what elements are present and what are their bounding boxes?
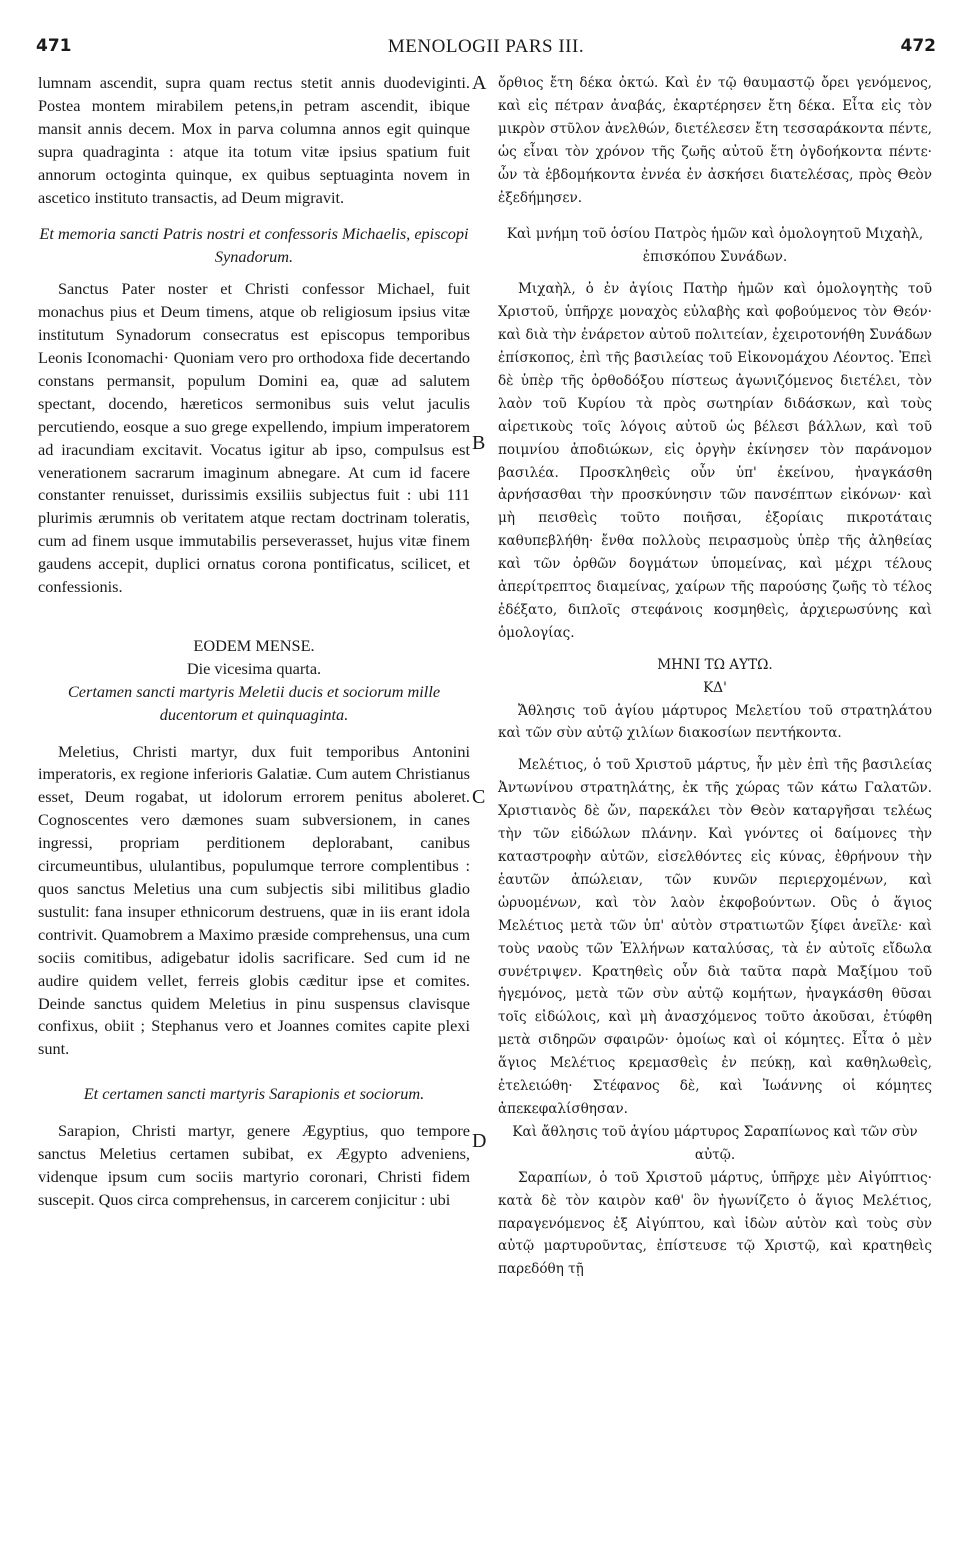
latin-heading-day: Die vicesima quarta. (186, 658, 322, 678)
margin-letter-b: B (472, 432, 486, 454)
latin-heading-meletius: Certamen sancti martyris Meletii ducis et sociorum mille ducentorum et quinquaginta. (67, 681, 441, 724)
latin-paragraph-1: lumnam ascendit, supra quam rectus stetit annis duodeviginti. Postea montem mirabilem petens,in petram ascendit, ibique mansit annis decem. Mox in parva columna annos egit quinque supra quadraginta : atque ita totum vitæ ipsius spatium fuit annorum octoginta quinque, ex quibus septuaginta novem in ascetico instituto transactis, ad Deum migravit. (38, 73, 470, 207)
page-number-left: 471 (36, 36, 72, 56)
greek-heading-sarapion: Καὶ ἄθλησις τοῦ ἁγίου μάρτυρος Σαραπίωνος καὶ τῶν σὺν αὐτῷ. (512, 1123, 918, 1163)
running-title: MENOLOGII PARS III. (387, 36, 585, 57)
greek-heading-day: ΚΔ' (703, 679, 727, 696)
latin-heading-sarapion: Et certamen sancti martyris Sarapionis et sociorum. (83, 1084, 425, 1104)
greek-heading-month: ΜΗΝΙ ΤΩ ΑΥΤΩ. (657, 656, 773, 673)
greek-heading-michael: Καὶ μνήμη τοῦ ὁσίου Πατρὸς ἡμῶν καὶ ὁμολογητοῦ Μιχαὴλ, ἐπισκόπου Συνάδων. (506, 226, 924, 266)
greek-paragraph-sarapion: Σαραπίων, ὁ τοῦ Χριστοῦ μάρτυς, ὑπῆρχε μὲν Αἰγύπτιος· κατὰ δὲ τὸν καιρὸν καθ' ὃν ἠγωνίζετο ὁ ἅγιος Μελέτιος, παραγενόμενος ἐξ Αἰγύπτου, καὶ ἰδὼν αὐτὸν καὶ τοὺς σὺν αὐτῷ μαρτυροῦντας, ἐπίστευσε τῷ Χριστῷ, καὶ κρατηθεὶς παρεδόθη τῇ (498, 1169, 932, 1278)
page-number-right: 472 (900, 36, 936, 56)
margin-letter-c: C (472, 786, 486, 808)
greek-heading-meletius: Ἄθλησις τοῦ ἁγίου μάρτυρος Μελετίου τοῦ στρατηλάτου καὶ τῶν σὺν αὐτῷ χιλίων διακοσίων πεντήκοντα. (498, 702, 932, 742)
greek-paragraph-meletius: Μελέτιος, ὁ τοῦ Χριστοῦ μάρτυς, ἦν μὲν ἐπὶ τῆς βασιλείας Ἀντωνίνου στρατηλάτης, ἐκ τῆς χώρας τῶν κάτω Γαλατῶν. Χριστιανὸς δὲ ὤν, παρεκάλει τὸν Θεὸν καταργῆσαι τελέως τὴν τῶν εἰδώλων πλάνην. Καὶ γνόντες οἱ δαίμονες τὴν καταστροφὴν αὐτῶν, εἰσελθόντες εἰς κύνας, ἐθρήνουν τὴν ἑαυτῶν ἀπώλειαν, τῶν κυνῶν περιερχομένων, καὶ ὠρυομένων, καὶ τὸν λαὸν ἐκφοβούντων. Οὓς ὁ ἅγιος Μελέτιος μετὰ τῶν ὑπ' αὐτὸν στρατιωτῶν ξίφει ἀνεῖλε· καὶ τοὺς ναοὺς τῶν Ἑλλήνων καταλύσας, τὰ ἐν αὐτοῖς εἴδωλα συνέτριψεν. Κρατηθεὶς οὖν διὰ ταῦτα παρὰ Μαξίμου τοῦ ἡγεμόνος, μετὰ τῶν σὺν αὐτῷ κομήτων, ἠναγκάσθη θῦσαι τοῖς εἰδώλοις, καὶ μὴ ἀνασχόμενος τοῦτο ἀκοῦσαι, ἐτύφθη μετὰ σιδηρῶν σφαιρῶν· ὁμοίως καὶ οἱ κόμητες. Εἶτα ὁ μὲν ἅγιος Μελέτιος κρεμασθεὶς ἐν πεύκῃ, καὶ καθηλωθεὶς, ἐτελειώθη· Στέφανος δὲ, καὶ Ἰωάννης οἱ κόμητες ἀπεκεφαλίσθησαν. (498, 757, 932, 1117)
latin-heading-month: EODEM MENSE. (193, 635, 315, 655)
latin-heading-michael: Et memoria sancti Patris nostri et confessoris Michaelis, episcopi Synadorum. (39, 224, 469, 267)
page-header (36, 36, 936, 68)
latin-paragraph-meletius: Meletius, Christi martyr, dux fuit temporibus Antonini imperatoris, ex regione inferioris Galatiæ. Cum autem Christianus esset, Deum rogabat, ut idolorum errorem penitus aboleret. Cognoscentes vero dæmones suam subversionem, in canes ingressi, propriam perditionem deplorabant, canibus circumeuntibus, ululantibus, populumque terrore complentibus : quos sanctus Meletius una cum subjectis sibi militibus gladio sustulit: fana insuper ethnicorum destruens, quæ in iis erant idola contrivit. Quamobrem a Maximo præside comprehensus, una cum sociis comitibus, adigebatur idolis sacrificare. Sed cum id ne audire quidem vellet, ferreis globis cæditur ipse et comites. Deinde sanctus quidem Meletius in pinu suspensus clavisque confixus, obiit ; Stephanus vero et Joannes comites capite plexi sunt. (38, 741, 470, 1059)
greek-paragraph-michael: Μιχαὴλ, ὁ ἐν ἁγίοις Πατὴρ ἡμῶν καὶ ὁμολογητὴς τοῦ Χριστοῦ, ὑπῆρχε μοναχὸς εὐλαβὴς καὶ φοβούμενος τὸν Θεόν· καὶ διὰ τὴν ἐνάρετον αὐτοῦ πολιτείαν, ἐχειροτονήθη Συνάδων ἐπίσκοπος, ἐπὶ τῆς βασιλείας τοῦ Εἰκονομάχου Λέοντος. Ἐπεὶ δὲ ὑπὲρ τῆς ὀρθοδόξου πίστεως ἀγωνιζόμενος διετέλει, τὸν λαὸν τοῦ Κυρίου τὰ πρὸς σωτηρίαν διδάσκων, καὶ τοὺς αἱρετικοὺς τοῖς λόγοις αὐτοῦ ὡς βέλεσι βάλλων, καὶ τοῦ ποιμνίου ἀποδιώκων, εἰς ὀργὴν ἐκίνησεν τὸν παράνομον βασιλέα. Προσκληθεὶς οὖν ὑπ' ἐκείνου, ἠναγκάσθη ἀρνήσασθαι τὴν προσκύνησιν τῶν πανσέπτων εἰκόνων· καὶ μὴ πεισθεὶς τοῦτο ποιῆσαι, ἐξορίαις πικροτάταις καθυπεβλήθη· ἔνθα πολλοὺς πειρασμοὺς ὑπὲρ τῆς ἀληθείας καὶ τῶν ὀρθῶν δογμάτων ὑπομείνας, καὶ μέχρι τέλους ἀπερίτρεπτος διαμείνας, χαίρων τῆς παρούσης ζωῆς τὸ τέλος ἐδέξατο, διπλοῖς στεφάνοις κοσμηθεὶς, ἀρχιερωσύνης καὶ ὁμολογίας. (498, 281, 932, 641)
latin-column (38, 72, 470, 1212)
latin-paragraph-michael: Sanctus Pater noster et Christi confessor Michael, fuit monachus pius et Deum timens, atque ob religiosum ipsius vitæ institutum Synadorum consecratus est episcopus temporibus Leonis Iconomachi· Quoniam vero pro orthodoxa fide decertando constans permansit, populum Domini ea, quæ ad salutem spectant, docendo, hæreticos sermonibus suis velut jaculis percutiendo, eosque a suo grege expellendo, impium imperatorem ad iracundiam excitavit. Vocatus igitur ab ipso, compulsus est venerationem sacrarum imaginum abnegare. At cum id facere constanter renuisset, durissimis exsiliis subjectus fuit : ubi 111 plurimis ærumnis ob veritatem atque rectam doctrinam toleratis, cum ad finem usque immutabilis perseverasset, hujus vitæ finem gaudens accepit, duplici ornatus corona pontificatus, scilicet, et confessionis. (38, 279, 470, 597)
greek-column (498, 72, 932, 1281)
greek-paragraph-1: ὄρθιος ἔτη δέκα ὀκτώ. Καὶ ἐν τῷ θαυμαστῷ ὄρει γενόμενος, καὶ εἰς πέτραν ἀναβάς, ἐκαρτέρησεν ἔτη δέκα. Εἶτα εἰς τὸν μικρὸν στῦλον ἀνελθών, διετέλεσεν ἔτη τεσσαράκοντα πέντε, ὡς εἶναι τὸν χρόνον τῆς ζωῆς αὐτοῦ ἔτη ὀγδοήκοντα πέντε· ὧν τὰ ἑβδομήκοντα ἐννέα ἐν ἀσκήσει διατελέσας, πρὸς Θεὸν ἐξεδήμησεν. (498, 75, 932, 206)
latin-paragraph-sarapion: Sarapion, Christi martyr, genere Ægyptius, quo tempore sanctus Meletius certamen subibat, ex Ægypto adveniens, videnque ipsum cum sociis martyrio coronari, Christi fidem suscepit. Quos circa comprehensus, in carcerem conjicitur : ubi (38, 1121, 470, 1209)
margin-letter-d: D (472, 1130, 487, 1152)
margin-letter-a: A (472, 72, 487, 94)
